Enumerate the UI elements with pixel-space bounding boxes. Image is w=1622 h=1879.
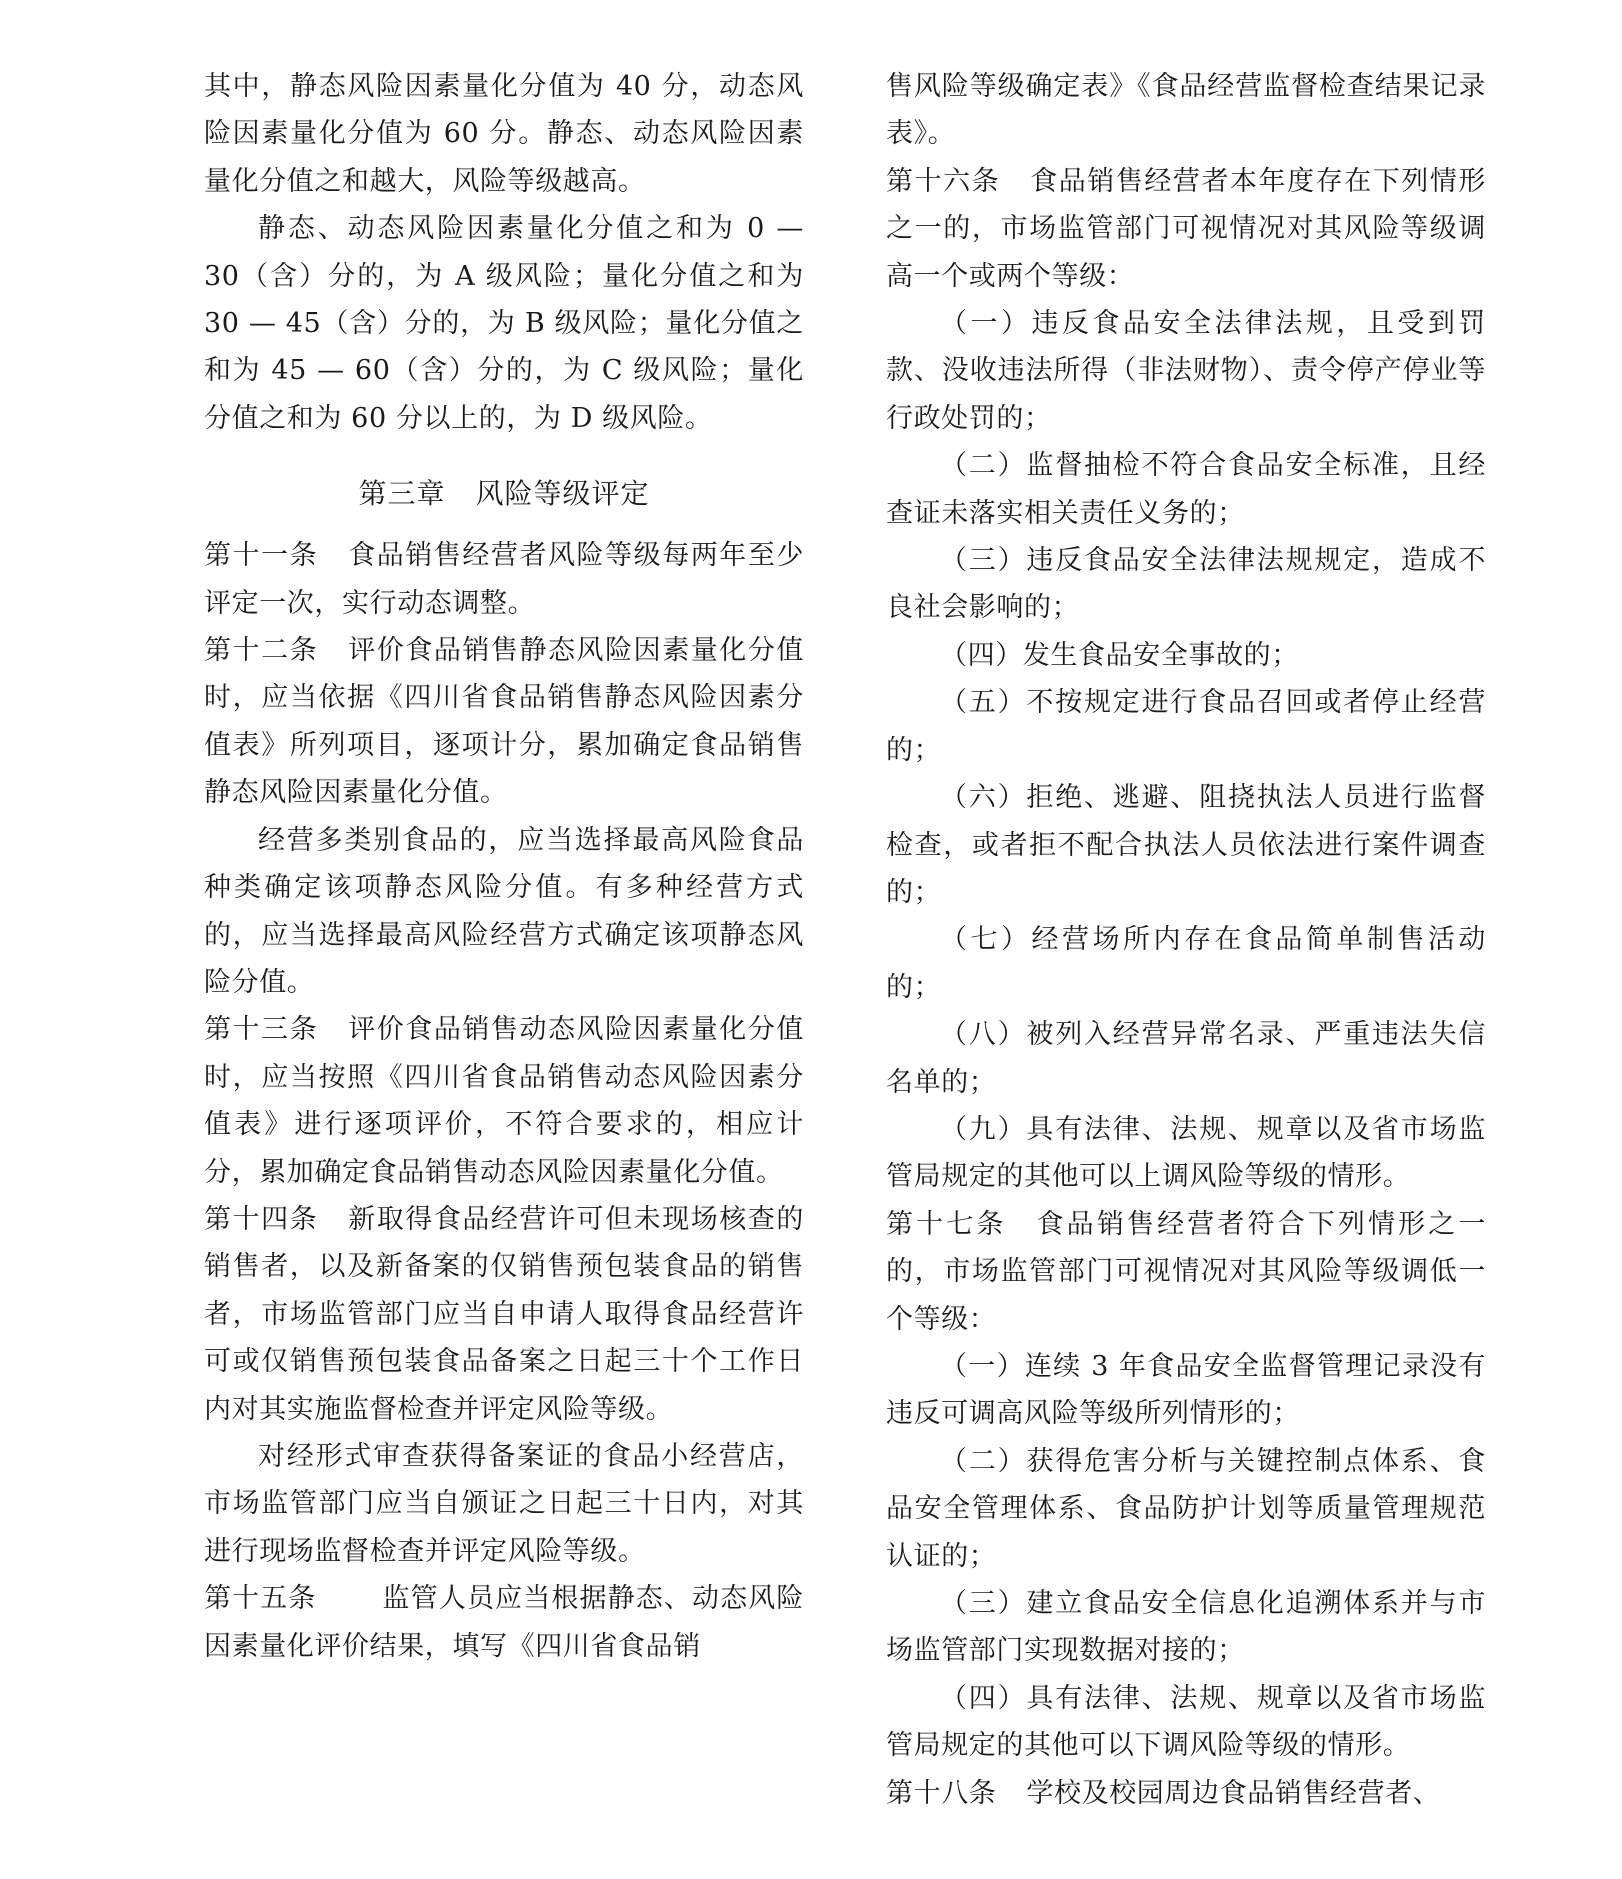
article-17 xyxy=(886,1201,1486,1343)
article-16-item: （七）经营场所内存在食品简单制售活动的； xyxy=(886,924,1486,1003)
paragraph-score-weights: 其中，静态风险因素量化分值为 40 分，动态风险因素量化分值为 60 分。静态、动态风险因素量化分值之和越大，风险等级越高。 xyxy=(204,71,804,197)
article-16-item: （一）违反食品安全法律法规，且受到罚款、没收违法所得（非法财物）、责令停产停业等行政处罚的； xyxy=(886,308,1486,434)
article-14-label: 第十四条 xyxy=(204,1203,319,1235)
article-11 xyxy=(204,532,804,627)
article-13-text: 评价食品销售动态风险因素量化分值时，应当按照《四川省食品销售动态风险因素分值表》进行逐项评价，不符合要求的，相应计分，累加确定食品销售动态风险因素量化分值。 xyxy=(204,1014,804,1188)
article-16-item: （三）违反食品安全法律法规规定，造成不良社会影响的； xyxy=(886,545,1486,624)
article-14-paragraph-2: 对经形式审查获得备案证的食品小经营店，市场监管部门应当自颁证之日起三十日内，对其进行现场监督检查并评定风险等级。 xyxy=(204,1440,804,1567)
article-13-label: 第十三条 xyxy=(204,1014,319,1046)
article-17-item: （四）具有法律、法规、规章以及省市场监管局规定的其他可以下调风险等级的情形。 xyxy=(886,1682,1486,1762)
article-17-item: （三）建立食品安全信息化追溯体系并与市场监管部门实现数据对接的； xyxy=(886,1588,1486,1667)
article-13 xyxy=(204,1006,804,1196)
article-16-item: （四）发生食品安全事故的； xyxy=(940,639,1299,671)
article-18 xyxy=(886,1770,1486,1817)
article-16-label: 第十六条 xyxy=(886,165,1001,197)
chapter-number: 第三章 xyxy=(358,477,446,511)
chapter-title: 风险等级评定 xyxy=(475,477,650,511)
article-17-label: 第十七条 xyxy=(886,1208,1007,1240)
article-16-item: （九）具有法律、法规、规章以及省市场监管局规定的其他可以上调风险等级的情形。 xyxy=(886,1113,1486,1193)
article-18-text: 学校及校园周边食品销售经营者、 xyxy=(1026,1777,1441,1809)
article-12-paragraph-2: 经营多类别食品的，应当选择最高风险食品种类确定该项静态风险分值。有多种经营方式的，应当选择最高风险经营方式确定该项静态风险分值。 xyxy=(204,824,804,998)
article-11-label: 第十一条 xyxy=(204,540,319,572)
article-11-text: 食品销售经营者风险等级每两年至少评定一次，实行动态调整。 xyxy=(204,540,804,619)
article-17-text: 食品销售经营者符合下列情形之一的，市场监管部门可视情况对其风险等级调低一个等级： xyxy=(886,1208,1487,1335)
article-17-item: （一）连续 3 年食品安全监督管理记录没有违反可调高风险等级所列情形的； xyxy=(886,1350,1486,1430)
paragraph-risk-levels: 静态、动态风险因素量化分值之和为 0 — 30（含）分的，为 A 级风险；量化分值之和为 30 — 45（含）分的，为 B 级风险；量化分值之和为 45 — 60（含）分的，为 C 级风险；量化分值之和为 60 分以上的，为 D 级风险。 xyxy=(204,213,804,434)
right-column xyxy=(886,63,1486,1817)
article-16-item: （二）监督抽检不符合食品安全标准，且经查证未落实相关责任义务的； xyxy=(886,450,1486,529)
article-16-item: （五）不按规定进行食品召回或者停止经营的； xyxy=(886,687,1486,766)
article-15 xyxy=(204,1575,804,1670)
article-15-text: 监管人员应当根据静态、动态风险因素量化评价结果，填写《四川省食品销 xyxy=(204,1583,805,1662)
article-16-text: 食品销售经营者本年度存在下列情形之一的，市场监管部门可视情况对其风险等级调高一个或两个等级： xyxy=(886,165,1486,292)
article-12-label: 第十二条 xyxy=(204,635,319,667)
article-12-text: 评价食品销售静态风险因素量化分值时，应当依据《四川省食品销售静态风险因素分值表》所列项目，逐项计分，累加确定食品销售静态风险因素量化分值。 xyxy=(204,635,804,809)
article-16-item: （六）拒绝、逃避、阻挠执法人员进行监督检查，或者拒不配合执法人员依法进行案件调查的； xyxy=(886,782,1486,908)
article-15-continued: 售风险等级确定表》《食品经营监督检查结果记录表》。 xyxy=(886,71,1486,150)
article-16 xyxy=(886,158,1486,300)
article-16-item: （八）被列入经营异常名录、严重违法失信名单的； xyxy=(886,1019,1486,1098)
article-12 xyxy=(204,627,804,817)
article-14-text: 新取得食品经营许可但未现场核查的销售者，以及新备案的仅销售预包装食品的销售者，市场监管部门应当自申请人取得食品经营许可或仅销售预包装食品备案之日起三十个工作日内对其实施监督检查并评定风险等级。 xyxy=(204,1203,804,1425)
article-14 xyxy=(204,1196,804,1433)
chapter-heading xyxy=(204,465,804,523)
article-17-item: （二）获得危害分析与关键控制点体系、食品安全管理体系、食品防护计划等质量管理规范认证的； xyxy=(886,1445,1486,1572)
article-15-label: 第十五条 xyxy=(204,1583,317,1615)
article-18-label: 第十八条 xyxy=(886,1777,997,1809)
left-column xyxy=(204,63,804,1670)
